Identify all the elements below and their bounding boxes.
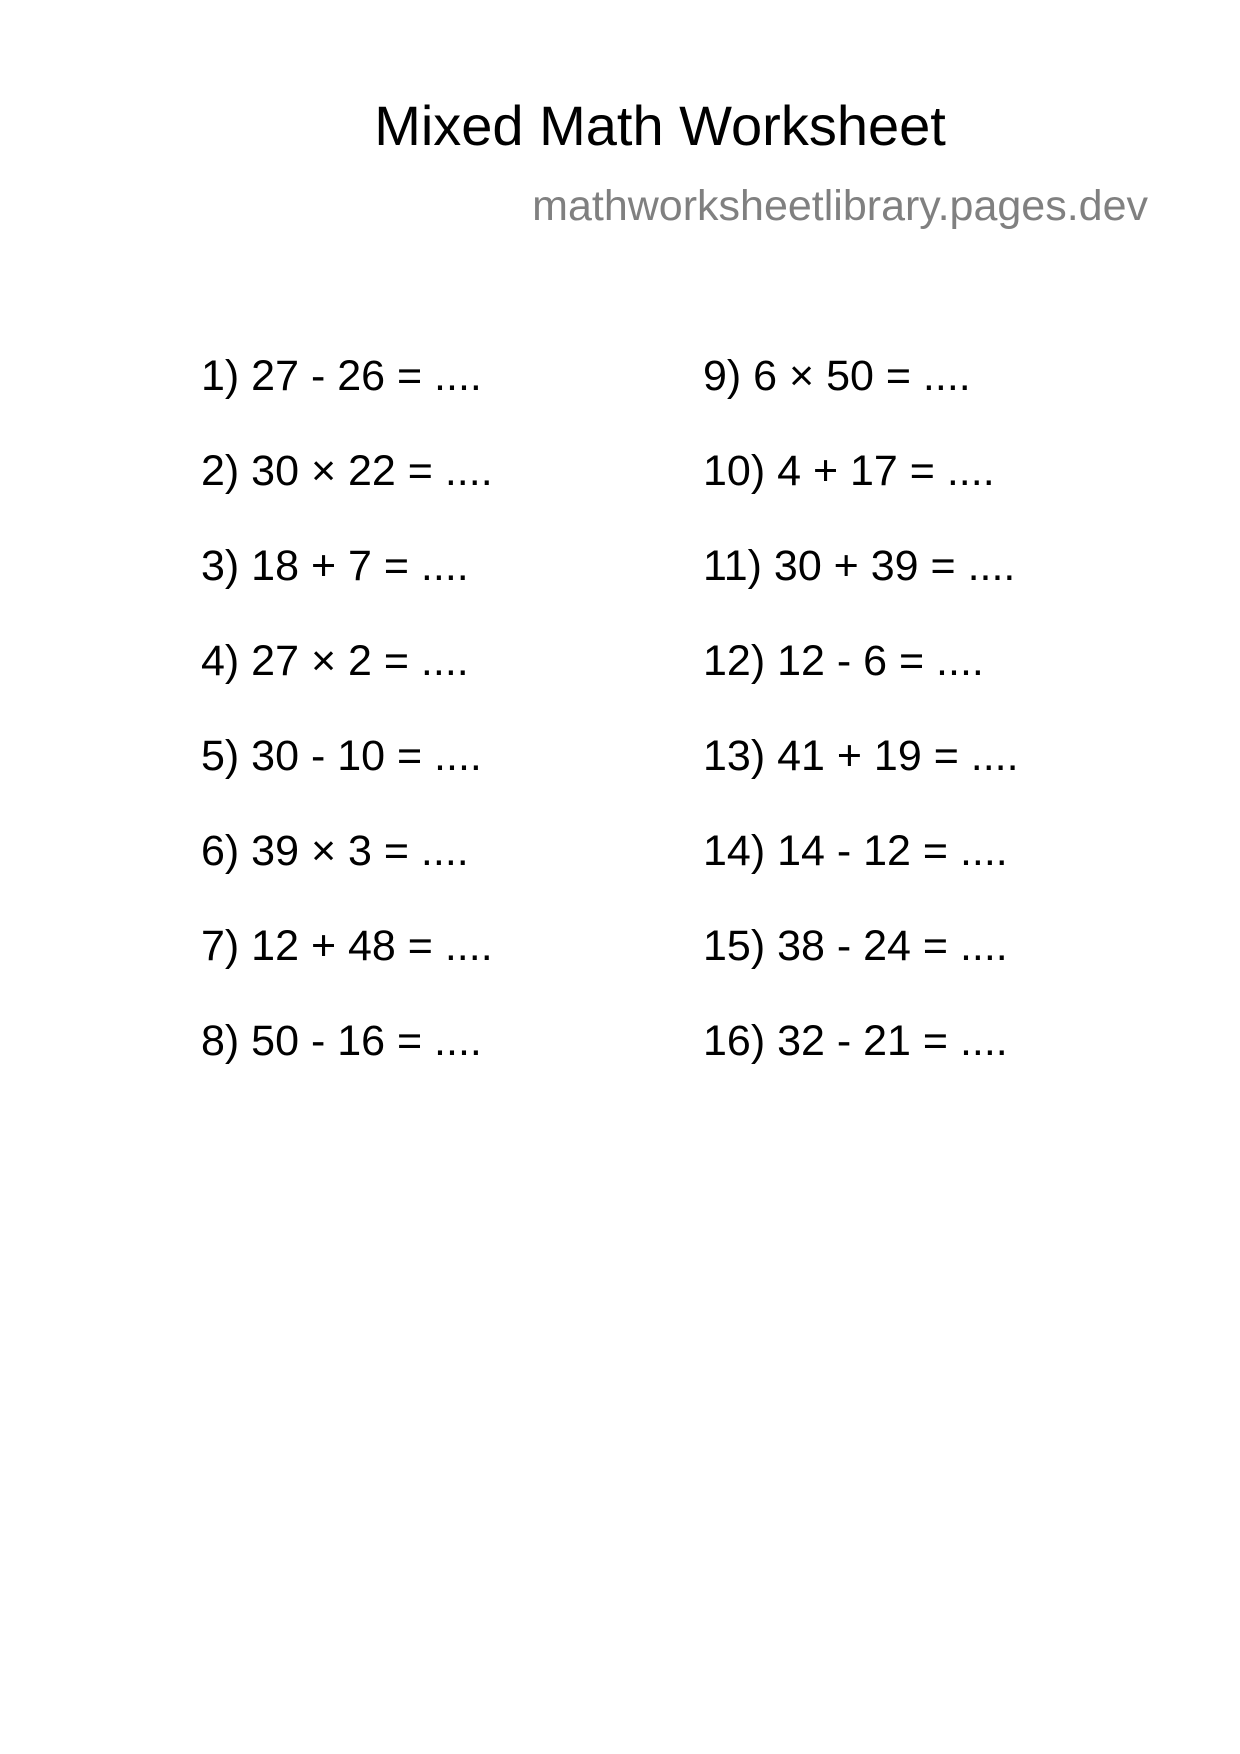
problem-11: 11) 30 + 39 = ....	[703, 542, 1016, 590]
problem-15: 15) 38 - 24 = ....	[703, 922, 1008, 970]
worksheet-title: Mixed Math Worksheet	[374, 94, 946, 157]
problem-10: 10) 4 + 17 = ....	[703, 447, 995, 495]
problem-4: 4) 27 × 2 = ....	[201, 637, 469, 685]
problem-9: 9) 6 × 50 = ....	[703, 352, 971, 400]
problem-6: 6) 39 × 3 = ....	[201, 827, 469, 875]
website-url: mathworksheetlibrary.pages.dev	[532, 182, 1148, 230]
problem-16: 16) 32 - 21 = ....	[703, 1017, 1008, 1065]
problem-3: 3) 18 + 7 = ....	[201, 542, 469, 590]
problem-1: 1) 27 - 26 = ....	[201, 352, 482, 400]
problem-2: 2) 30 × 22 = ....	[201, 447, 493, 495]
problem-13: 13) 41 + 19 = ....	[703, 732, 1019, 780]
problem-12: 12) 12 - 6 = ....	[703, 637, 984, 685]
problem-8: 8) 50 - 16 = ....	[201, 1017, 482, 1065]
problems-column-left	[201, 352, 493, 1115]
problem-7: 7) 12 + 48 = ....	[201, 922, 493, 970]
problems-column-right	[703, 352, 1019, 1115]
problem-5: 5) 30 - 10 = ....	[201, 732, 482, 780]
problem-14: 14) 14 - 12 = ....	[703, 827, 1008, 875]
